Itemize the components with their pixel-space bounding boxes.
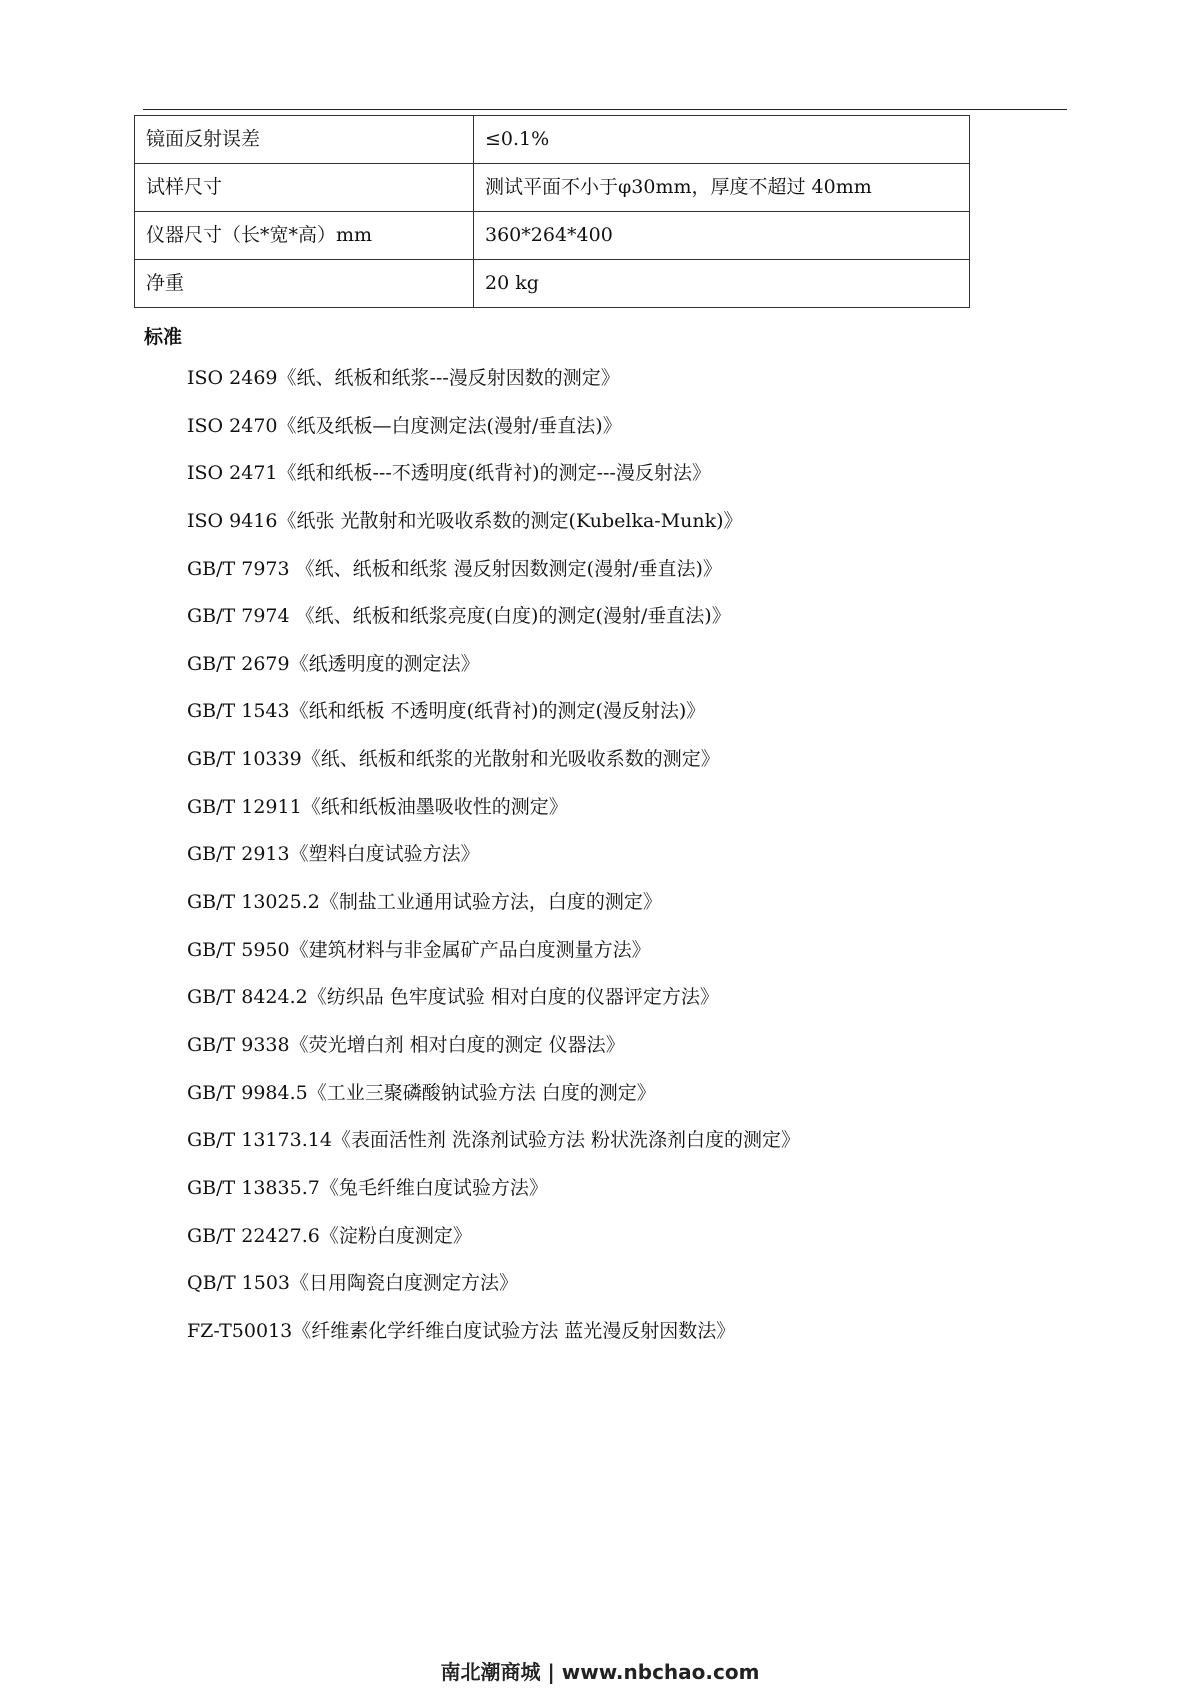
table-row — [135, 260, 970, 308]
footer-watermark: 南北潮商城 | www.nbchao.com — [440, 1660, 760, 1684]
list-item: GB/T 10339《纸、纸板和纸浆的光散射和光吸收系数的测定》 — [187, 748, 720, 771]
header-rule — [143, 109, 1067, 110]
list-item: GB/T 1543《纸和纸板 不透明度(纸背衬)的测定(漫反射法)》 — [187, 700, 706, 723]
list-item: GB/T 7974 《纸、纸板和纸浆亮度(白度)的测定(漫射/垂直法)》 — [187, 605, 731, 628]
list-item: GB/T 2913《塑料白度试验方法》 — [187, 843, 480, 866]
spec-value: 360*264*400 — [474, 212, 970, 260]
list-item: ISO 9416《纸张 光散射和光吸收系数的测定(Kubelka-Munk)》 — [187, 509, 743, 532]
standards-heading: 标准 — [144, 326, 183, 348]
list-item: GB/T 5950《建筑材料与非金属矿产品白度测量方法》 — [187, 938, 651, 961]
spec-label: 试样尺寸 — [135, 164, 474, 212]
list-item: GB/T 13173.14《表面活性剂 洗涤剂试验方法 粉状洗涤剂白度的测定》 — [187, 1129, 800, 1152]
table-row — [135, 116, 970, 164]
list-item: GB/T 9338《荧光增白剂 相对白度的测定 仪器法》 — [187, 1033, 625, 1056]
list-item: GB/T 22427.6《淀粉白度测定》 — [187, 1224, 472, 1247]
table-row — [135, 212, 970, 260]
table-row — [135, 164, 970, 212]
list-item: GB/T 2679《纸透明度的测定法》 — [187, 652, 480, 675]
list-item: GB/T 12911《纸和纸板油墨吸收性的测定》 — [187, 795, 568, 818]
spec-table — [134, 115, 970, 308]
spec-value: 测试平面不小于φ30mm，厚度不超过 40mm — [474, 164, 970, 212]
standards-list — [187, 366, 800, 1366]
list-item: ISO 2471《纸和纸板---不透明度(纸背衬)的测定---漫反射法》 — [187, 462, 711, 485]
list-item: GB/T 13025.2《制盐工业通用试验方法，白度的测定》 — [187, 891, 662, 914]
list-item: ISO 2469《纸、纸板和纸浆---漫反射因数的测定》 — [187, 367, 620, 389]
list-item: GB/T 8424.2《纺织品 色牢度试验 相对白度的仪器评定方法》 — [187, 986, 719, 1009]
spec-label: 仪器尺寸（长*宽*高）mm — [135, 212, 474, 260]
list-item: QB/T 1503《日用陶瓷白度测定方法》 — [187, 1272, 519, 1295]
list-item: GB/T 7973 《纸、纸板和纸浆 漫反射因数测定(漫射/垂直法)》 — [187, 557, 722, 580]
spec-label: 净重 — [135, 260, 474, 308]
spec-value: ≤0.1% — [474, 116, 970, 164]
list-item: GB/T 9984.5《工业三聚磷酸钠试验方法 白度的测定》 — [187, 1081, 656, 1104]
spec-label: 镜面反射误差 — [135, 116, 474, 164]
list-item: ISO 2470《纸及纸板—白度测定法(漫射/垂直法)》 — [187, 414, 622, 437]
spec-value: 20 kg — [474, 260, 970, 308]
list-item: FZ-T50013《纤维素化学纤维白度试验方法 蓝光漫反射因数法》 — [187, 1319, 736, 1342]
list-item: GB/T 13835.7《兔毛纤维白度试验方法》 — [187, 1176, 548, 1199]
